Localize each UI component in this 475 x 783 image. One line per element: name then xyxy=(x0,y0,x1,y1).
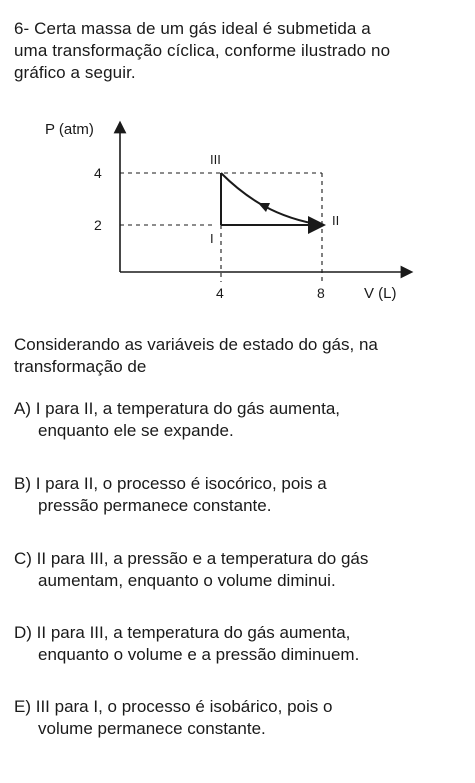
y-tick-label: 4 xyxy=(94,165,102,181)
option-text: C) II para III, a pressão e a temperatura do gás xyxy=(14,549,369,568)
state-label-i: I xyxy=(210,231,214,246)
x-axis-label: V (L) xyxy=(364,285,397,302)
state-label-iii: III xyxy=(210,152,221,167)
option-text: A) I para II, a temperatura do gás aumenta, xyxy=(14,399,341,418)
question-statement xyxy=(14,18,466,84)
option-d[interactable] xyxy=(14,622,466,666)
y-axis-label: P (atm) xyxy=(45,121,94,138)
prompt-line: Considerando as variáveis de estado do gás, na xyxy=(14,335,378,354)
option-text: E) III para I, o processo é isobárico, pois o xyxy=(14,697,333,716)
question-line: 6- Certa massa de um gás ideal é submetida a xyxy=(14,19,371,38)
x-tick-label: 8 xyxy=(317,285,325,301)
option-b[interactable] xyxy=(14,473,466,517)
question-line: uma transformação cíclica, conforme ilustrado no xyxy=(14,41,391,60)
y-tick-label: 2 xyxy=(94,217,102,233)
option-text: D) II para III, a temperatura do gás aumenta, xyxy=(14,623,351,642)
option-text: pressão permanece constante. xyxy=(38,496,272,515)
state-label-ii: II xyxy=(332,213,340,228)
option-text: enquanto ele se expande. xyxy=(38,421,234,440)
option-text: volume permanece constante. xyxy=(38,719,266,738)
option-c[interactable] xyxy=(14,548,466,592)
option-text: B) I para II, o processo é isocórico, pois a xyxy=(14,474,327,493)
option-e[interactable] xyxy=(14,696,466,740)
option-text: aumentam, enquanto o volume diminui. xyxy=(38,571,336,590)
x-tick-label: 4 xyxy=(216,285,224,301)
option-a[interactable] xyxy=(14,398,466,442)
question-line: gráfico a seguir. xyxy=(14,63,136,82)
process-ii-iii xyxy=(221,173,322,225)
option-text: enquanto o volume e a pressão diminuem. xyxy=(38,645,360,664)
pv-diagram-svg xyxy=(0,112,475,317)
pv-diagram xyxy=(0,112,475,317)
question-prompt xyxy=(14,334,466,378)
prompt-line: transformação de xyxy=(14,357,147,376)
